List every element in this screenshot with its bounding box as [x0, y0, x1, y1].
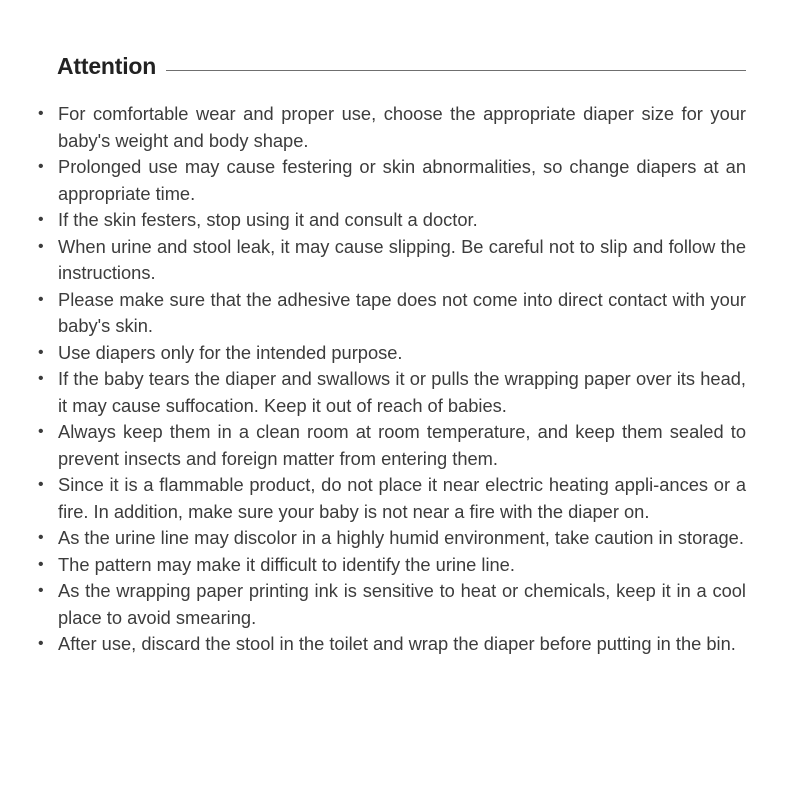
list-item-text: Use diapers only for the intended purpose. — [58, 341, 403, 363]
list-item-text: After use, discard the stool in the toilet and wrap the diaper before putting in the bin. — [58, 633, 736, 654]
list-item-text: As the wrapping paper printing ink is sensitive to heat or chemicals, keep it in a cool place to avoid smearing. — [58, 580, 746, 628]
attention-list — [38, 101, 746, 658]
list-item-text: As the urine line may discolor in a highly humid environment, take caution in storage. — [58, 527, 744, 548]
attention-section — [38, 52, 746, 658]
list-item — [38, 525, 746, 552]
list-item — [38, 207, 746, 234]
bullet-icon: • — [38, 635, 44, 652]
list-item-text: Since it is a flammable product, do not place it near electric heating appli-ances or a fire. In addition, make sure your baby is not near a fire with the diaper on. — [58, 474, 746, 522]
list-item-text: Please make sure that the adhesive tape does not come into direct contact with your baby's skin. — [58, 288, 746, 336]
bullet-icon: • — [38, 343, 44, 361]
list-item — [38, 472, 746, 525]
list-item — [38, 287, 746, 340]
bullet-icon: • — [38, 529, 44, 546]
list-item-text: If the skin festers, stop using it and consult a doctor. — [58, 209, 478, 230]
list-item-text: Prolonged use may cause festering or skin abnormalities, so change diapers at an appropriate time. — [58, 156, 746, 204]
list-item-text: The pattern may make it difficult to identify the urine line. — [58, 553, 515, 575]
list-item-text: If the baby tears the diaper and swallows it or pulls the wrapping paper over its head, it may cause suffocation. Keep it out of reach of babies. — [58, 368, 746, 416]
list-item — [38, 552, 746, 579]
list-item — [38, 366, 746, 419]
heading-row — [57, 52, 746, 80]
bullet-icon: • — [38, 158, 44, 175]
list-item-text: Always keep them in a clean room at room temperature, and keep them sealed to prevent insects and foreign matter from entering them. — [58, 421, 746, 469]
bullet-icon: • — [38, 582, 44, 599]
heading-divider — [166, 70, 746, 71]
list-item — [38, 340, 746, 367]
bullet-icon: • — [38, 555, 44, 573]
list-item — [38, 631, 746, 658]
bullet-icon: • — [38, 290, 44, 308]
list-item — [38, 101, 746, 154]
list-item — [38, 234, 746, 287]
bullet-icon: • — [38, 237, 44, 255]
bullet-icon: • — [38, 476, 44, 493]
bullet-icon: • — [38, 370, 44, 387]
list-item — [38, 578, 746, 631]
bullet-icon: • — [38, 211, 44, 228]
bullet-icon: • — [38, 423, 44, 440]
list-item-text: For comfortable wear and proper use, choose the appropriate diaper size for your baby's weight and body shape. — [58, 103, 746, 151]
list-item-text: When urine and stool leak, it may cause slipping. Be careful not to slip and follow the instructions. — [58, 235, 746, 283]
list-item — [38, 154, 746, 207]
bullet-icon: • — [38, 105, 44, 122]
list-item — [38, 419, 746, 472]
section-heading: Attention — [57, 53, 157, 79]
